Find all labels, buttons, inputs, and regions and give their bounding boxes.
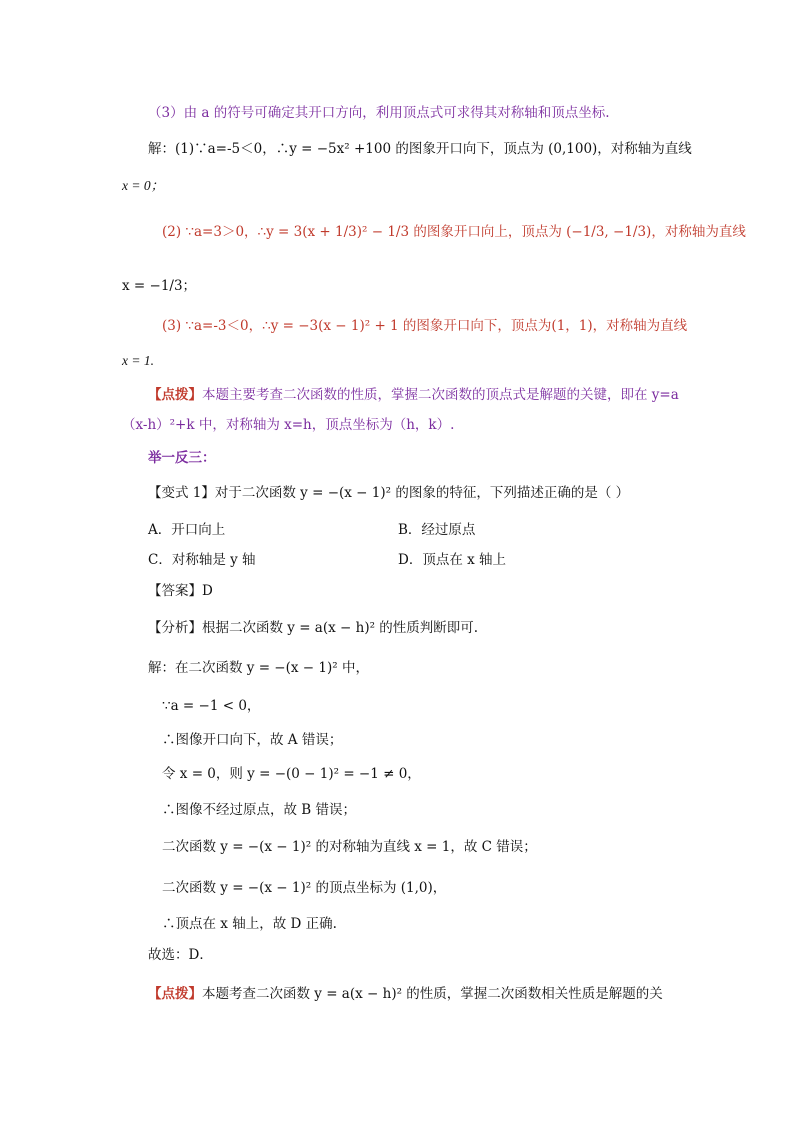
solution-1-line1: 解：(1)∵a=-5＜0，∴y = −5x² +100 的图象开口向下，顶点为 (0,100)，对称轴为直线: [148, 141, 692, 157]
step-7: 二次函数 y = −(x − 1)² 的顶点坐标为 (1,0)，: [162, 880, 447, 896]
solution-1-line2: x = 0；: [122, 178, 165, 193]
solution-3-line2: x = 1.: [122, 353, 154, 368]
step-2: ∵a = −1 < 0，: [162, 698, 261, 714]
solution-3-line1: (3) ∵a=-3＜0，∴y = −3(x − 1)² + 1 的图象开口向下，顶点为(1，1)，对称轴为直线: [162, 318, 688, 334]
option-d: D．顶点在 x 轴上: [398, 552, 507, 568]
solution-2-line1: (2) ∵a=3＞0，∴y = 3(x + 1/3)² − 1/3 的图象开口向上，顶点为 (−1/3, −1/3)，对称轴为直线: [162, 224, 746, 240]
tip2-tag: 【点拨】: [148, 986, 202, 1002]
option-c: C．对称轴是 y 轴: [148, 552, 256, 568]
step-5: ∴图像不经过原点，故 B 错误；: [162, 802, 357, 818]
variant-question: 【变式 1】对于二次函数 y = −(x − 1)² 的图象的特征，下列描述正确的是（ ）: [148, 485, 630, 501]
option-a: A．开口向上: [148, 522, 226, 538]
step-1: 解：在二次函数 y = −(x − 1)² 中，: [148, 660, 369, 676]
step-8: ∴顶点在 x 轴上，故 D 正确.: [162, 916, 337, 932]
solution-2-line2: x = −1/3；: [122, 278, 197, 294]
tip1-line2: （x-h）²+k 中，对称轴为 x=h，顶点坐标为（h，k）.: [122, 417, 455, 433]
tip1-text: 本题主要考查二次函数的性质，掌握二次函数的顶点式是解题的关键，即在 y=a: [202, 387, 679, 403]
conclusion: 故选：D．: [148, 947, 213, 963]
section-heading: 举一反三：: [148, 450, 216, 466]
answer: 【答案】D: [148, 583, 213, 599]
option-b: B．经过原点: [398, 522, 476, 538]
step-4: 令 x = 0，则 y = −(0 − 1)² = −1 ≠ 0，: [162, 766, 421, 782]
step-3: ∴图像开口向下，故 A 错误；: [162, 732, 343, 748]
tip1-line1: [148, 386, 679, 404]
tip2-line: [148, 985, 663, 1003]
step-6: 二次函数 y = −(x − 1)² 的对称轴为直线 x = 1，故 C 错误；: [162, 839, 537, 855]
variant-analysis: 【分析】根据二次函数 y = a(x − h)² 的性质判断即可.: [148, 620, 479, 636]
tip1-tag: 【点拨】: [148, 387, 202, 403]
tip2-text: 本题考查二次函数 y = a(x − h)² 的性质，掌握二次函数相关性质是解题的关: [202, 986, 663, 1002]
analysis-part3: （3）由 a 的符号可确定其开口方向，利用顶点式可求得其对称轴和顶点坐标.: [148, 105, 610, 121]
